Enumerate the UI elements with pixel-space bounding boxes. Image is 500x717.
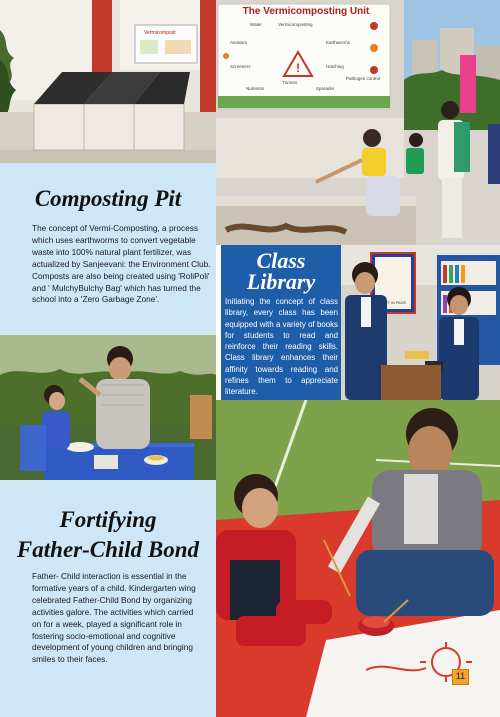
library-heading-line1: Class <box>256 248 306 273</box>
vermicomposting-sign-title: The Vermicomposting Unit <box>242 6 370 17</box>
bond-paragraph: Father- Child interaction is essential in the formative years of a child. Kindergarten wing celebrated Father-Child Bond by organizing activities galore. The activities which carried on for a week, played a significant role in fostering socio-emotional and cognitive development of young children and bringing smiles to their faces. <box>32 571 196 665</box>
svg-text:Vermicompost: Vermicompost <box>144 30 176 36</box>
sign-label-earthworms: Earthworms <box>326 40 351 45</box>
sign-label-nutrients: Nutrients <box>246 86 265 91</box>
sign-label-spreader: Spreader <box>316 86 335 91</box>
library-heading-line2: Library <box>246 269 316 294</box>
library-paragraph: Initiating the concept of class library, every class has been equipped with a variety of books for students to read and reinforce their reading skills. Class library enhances their affinity towards reading and refines them to appreciate literature. <box>225 297 338 397</box>
page-number: 11 <box>455 671 466 681</box>
sign-label-aerators: Aerators <box>230 40 248 45</box>
library-board-text: KEPT IN PAGE <box>379 301 407 305</box>
composting-pit-photo <box>0 0 216 163</box>
sign-label-hatching: Hatching <box>326 64 344 69</box>
svg-text:!: ! <box>296 61 300 75</box>
sign-label-water: Water <box>250 22 262 27</box>
sign-label-pathogen: Pathogen control <box>346 76 381 81</box>
vermicomposting-unit-photo <box>216 0 500 245</box>
bond-heading-line2: Father-Child Bond <box>16 537 200 562</box>
sign-label-vermicomposting: Vermicomposting <box>278 22 313 27</box>
class-library-photo <box>341 245 500 400</box>
composting-heading: Composting Pit <box>34 186 182 211</box>
sign-label-screeners: Screeners <box>230 64 251 69</box>
composting-paragraph: The concept of Vermi-Composting, a process which uses earthworms to convert vegetable waste into 100% natural plant fertilizer, was actualized by Sanjeevani: the Environment Club. Composts are also being created using 'RoliPoli' and ' MulchyBulchy Bag' which has turned the school into a 'Zero Garbage Zone'. <box>32 223 211 305</box>
bond-heading-line1: Fortifying <box>59 507 157 532</box>
father-feeding-child-photo <box>0 335 216 480</box>
sign-label-turners: Turners <box>282 80 298 85</box>
